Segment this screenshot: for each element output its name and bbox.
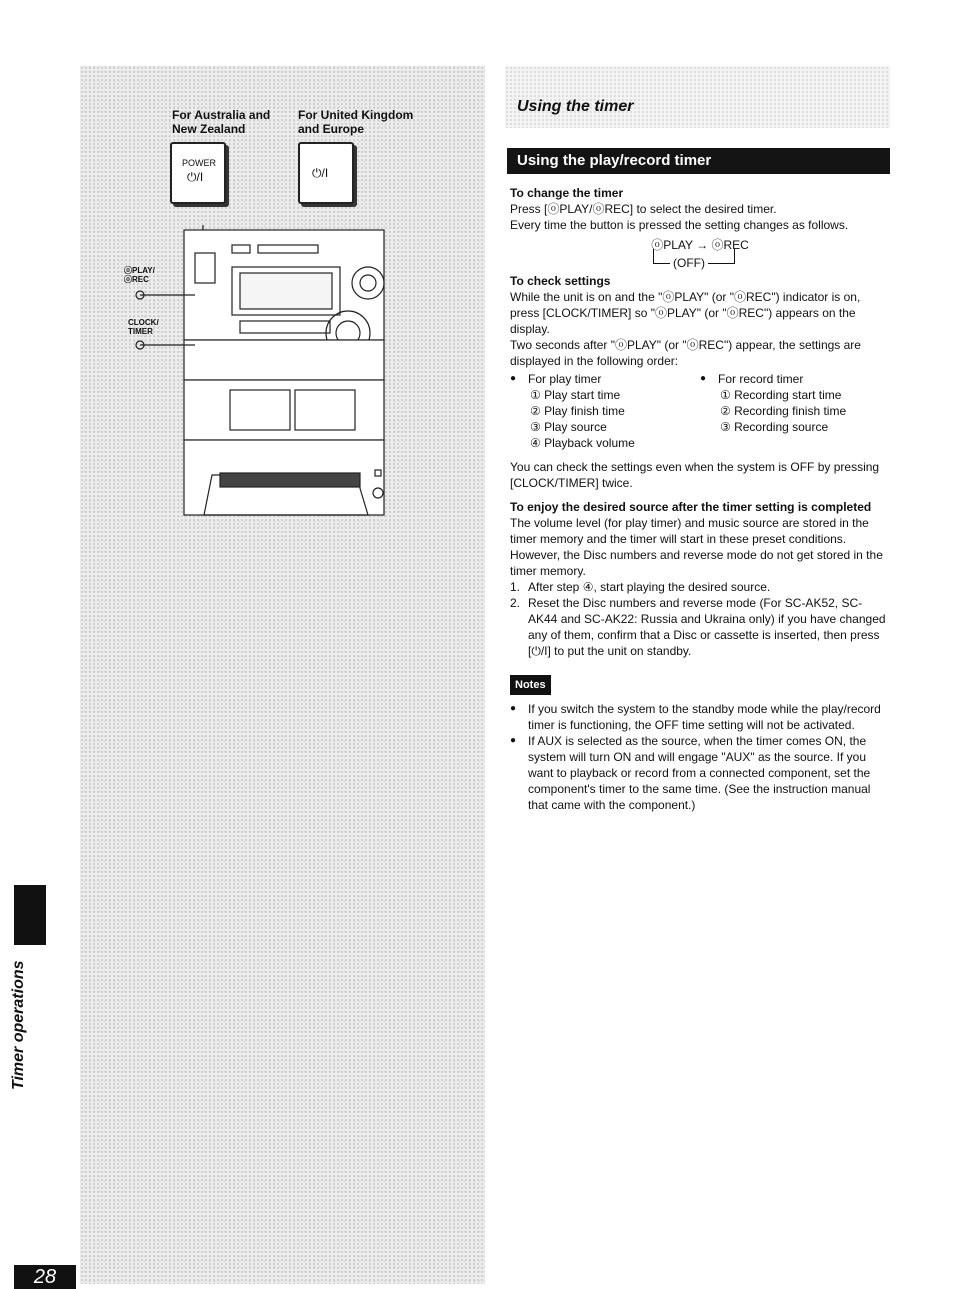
region-label-line: New Zealand xyxy=(172,122,246,136)
power-label: POWER xyxy=(182,158,217,168)
section-heading: Using the timer xyxy=(517,98,634,115)
off-label: (OFF) xyxy=(670,255,708,271)
play-timer-column xyxy=(510,371,700,451)
notes-badge: Notes xyxy=(510,675,551,695)
section-side-label: Timer operations xyxy=(10,960,27,1090)
region-label-line: For United Kingdom xyxy=(298,108,414,122)
list-item xyxy=(510,595,890,659)
timer-sequence: ⓞPLAY → ⓞREC xyxy=(651,238,749,252)
list-item: ● For record timer xyxy=(700,371,890,387)
list-item xyxy=(510,579,890,595)
step-text: Reset the Disc numbers and reverse mode (For SC-AK52, SC-AK44 and SC-AK22: Russia and Ukraina only) if you have changed any of them, confirm that a Disc or cassette is inserted, then press [⏻/I] to put the unit on standby. xyxy=(528,596,886,658)
paragraph: The volume level (for play timer) and music source are stored in the timer memory and the timer will start in these preset conditions. However, the Disc numbers and reverse mode do not get stored in the timer memory. xyxy=(510,516,883,578)
enjoy-heading: To enjoy the desired source after the timer setting is completed xyxy=(510,500,872,514)
main-content xyxy=(510,185,890,813)
paragraph: Every time the button is pressed the setting changes as follows. xyxy=(510,218,849,232)
power-button-illustration-a xyxy=(170,142,226,204)
change-timer-heading: To change the timer xyxy=(510,186,624,200)
page-number: 28 xyxy=(14,1265,76,1289)
region-label-line: For Australia and xyxy=(172,108,271,122)
region-label-line: and Europe xyxy=(298,122,365,136)
list-item: ② Recording finish time xyxy=(720,404,847,418)
list-item: ① Play start time xyxy=(530,388,621,402)
record-timer-column xyxy=(700,371,890,451)
list-item: ① Recording start time xyxy=(720,388,842,402)
step-text: After step ④, start playing the desired source. xyxy=(528,580,771,594)
diagram-label-line: ⓞPLAY/ xyxy=(124,266,155,275)
paragraph: Press [ⓞPLAY/ⓞREC] to select the desired timer. xyxy=(510,202,777,216)
list-item: ● If you switch the system to the standby mode while the play/record timer is functioning, the OFF time setting will not be activated. xyxy=(510,701,890,733)
list-item: ③ Recording source xyxy=(720,420,829,434)
list-item: ④ Playback volume xyxy=(530,436,635,450)
section-tab-marker xyxy=(14,885,46,945)
header-halftone-background xyxy=(505,66,890,128)
diagram-label-line: CLOCK/ xyxy=(128,318,159,327)
paragraph: You can check the settings even when the system is OFF by pressing [CLOCK/TIMER] twice. xyxy=(510,460,880,490)
diagram-label-line: TIMER xyxy=(128,327,153,336)
list-item: ● If AUX is selected as the source, when the timer comes ON, the system will turn ON and will engage "AUX" as the source. If you want to playback or record from a connected component, set the component's timer to the same time. (See the instruction manual that came with the component.) xyxy=(510,733,890,813)
play-rec-button-label xyxy=(124,266,155,284)
clock-timer-button-label xyxy=(128,318,159,336)
list-item: ③ Play source xyxy=(530,420,607,434)
region-label-australia xyxy=(172,108,270,136)
stereo-system-illustration xyxy=(120,225,400,517)
power-icon: ⏻/I xyxy=(187,170,204,184)
off-cycle xyxy=(510,253,890,271)
check-settings-heading: To check settings xyxy=(510,274,611,288)
power-button-illustration-b xyxy=(298,142,354,204)
paragraph: Two seconds after "ⓞPLAY" (or "ⓞREC") appear, the settings are displayed in the following order: xyxy=(510,338,861,368)
step-number: 1. xyxy=(510,580,521,594)
paragraph: While the unit is on and the "ⓞPLAY" (or "ⓞREC") indicator is on, press [CLOCK/TIMER] so "ⓞPLAY" (or "ⓞREC") appears on the display. xyxy=(510,290,861,336)
list-item: ● For play timer xyxy=(510,371,700,387)
power-icon: ⏻/I xyxy=(312,166,329,180)
diagram-label-line: ⓞREC xyxy=(124,275,149,284)
list-item: ② Play finish time xyxy=(530,404,625,418)
step-number: 2. xyxy=(510,596,521,610)
settings-order-columns xyxy=(510,371,890,451)
page-title: Using the play/record timer xyxy=(507,148,890,174)
region-label-uk xyxy=(298,108,413,136)
